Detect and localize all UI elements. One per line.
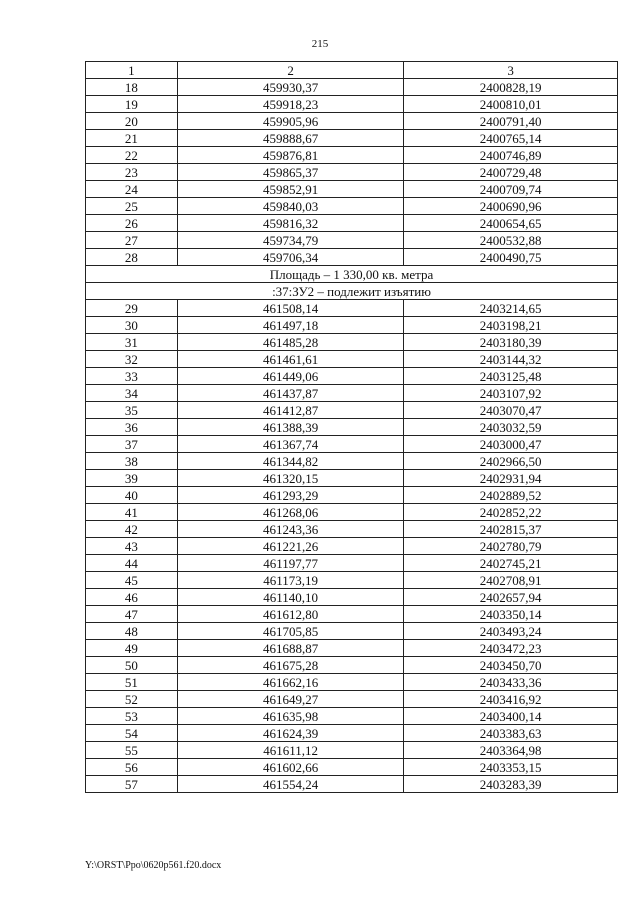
table-row (86, 351, 618, 368)
table-row (86, 113, 618, 130)
x-coordinate-cell: 461437,87 (177, 385, 404, 402)
y-coordinate-cell: 2400490,75 (404, 249, 618, 266)
x-coordinate-cell: 459706,34 (177, 249, 404, 266)
table-row (86, 215, 618, 232)
x-coordinate-cell: 461675,28 (177, 657, 404, 674)
y-coordinate-cell: 2402931,94 (404, 470, 618, 487)
x-coordinate-cell: 461508,14 (177, 300, 404, 317)
table-body (86, 79, 618, 793)
point-number-cell: 23 (86, 164, 178, 181)
x-coordinate-cell: 461268,06 (177, 504, 404, 521)
y-coordinate-cell: 2402852,22 (404, 504, 618, 521)
y-coordinate-cell: 2402889,52 (404, 487, 618, 504)
table-row (86, 130, 618, 147)
table-note: Площадь – 1 330,00 кв. метра (86, 266, 618, 283)
point-number-cell: 31 (86, 334, 178, 351)
x-coordinate-cell: 461243,36 (177, 521, 404, 538)
y-coordinate-cell: 2403107,92 (404, 385, 618, 402)
y-coordinate-cell: 2402708,91 (404, 572, 618, 589)
point-number-cell: 32 (86, 351, 178, 368)
y-coordinate-cell: 2400765,14 (404, 130, 618, 147)
x-coordinate-cell: 461344,82 (177, 453, 404, 470)
y-coordinate-cell: 2403000,47 (404, 436, 618, 453)
x-coordinate-cell: 461140,10 (177, 589, 404, 606)
point-number-cell: 49 (86, 640, 178, 657)
point-number-cell: 44 (86, 555, 178, 572)
x-coordinate-cell: 461497,18 (177, 317, 404, 334)
point-number-cell: 41 (86, 504, 178, 521)
point-number-cell: 36 (86, 419, 178, 436)
y-coordinate-cell: 2403180,39 (404, 334, 618, 351)
table-row (86, 623, 618, 640)
y-coordinate-cell: 2400532,88 (404, 232, 618, 249)
table-row (86, 249, 618, 266)
table-row (86, 334, 618, 351)
table-row (86, 606, 618, 623)
x-coordinate-cell: 461624,39 (177, 725, 404, 742)
x-coordinate-cell: 461221,26 (177, 538, 404, 555)
y-coordinate-cell: 2403283,39 (404, 776, 618, 793)
x-coordinate-cell: 459840,03 (177, 198, 404, 215)
table-header-row (86, 62, 618, 79)
table-row (86, 589, 618, 606)
table-row (86, 147, 618, 164)
table-row (86, 725, 618, 742)
point-number-cell: 28 (86, 249, 178, 266)
point-number-cell: 35 (86, 402, 178, 419)
y-coordinate-cell: 2400654,65 (404, 215, 618, 232)
point-number-cell: 54 (86, 725, 178, 742)
page-number: 215 (311, 38, 329, 50)
table-row (86, 232, 618, 249)
x-coordinate-cell: 461449,06 (177, 368, 404, 385)
column-header-3: 3 (404, 62, 618, 79)
y-coordinate-cell: 2400828,19 (404, 79, 618, 96)
x-coordinate-cell: 461173,19 (177, 572, 404, 589)
y-coordinate-cell: 2403125,48 (404, 368, 618, 385)
point-number-cell: 30 (86, 317, 178, 334)
point-number-cell: 51 (86, 674, 178, 691)
table-row (86, 657, 618, 674)
point-number-cell: 53 (86, 708, 178, 725)
point-number-cell: 48 (86, 623, 178, 640)
y-coordinate-cell: 2402966,50 (404, 453, 618, 470)
y-coordinate-cell: 2403383,63 (404, 725, 618, 742)
x-coordinate-cell: 461367,74 (177, 436, 404, 453)
table-row (86, 538, 618, 555)
point-number-cell: 55 (86, 742, 178, 759)
y-coordinate-cell: 2403353,15 (404, 759, 618, 776)
point-number-cell: 43 (86, 538, 178, 555)
y-coordinate-cell: 2402815,37 (404, 521, 618, 538)
y-coordinate-cell: 2400729,48 (404, 164, 618, 181)
x-coordinate-cell: 461635,98 (177, 708, 404, 725)
y-coordinate-cell: 2403433,36 (404, 674, 618, 691)
table-row (86, 742, 618, 759)
table-row (86, 776, 618, 793)
point-number-cell: 29 (86, 300, 178, 317)
x-coordinate-cell: 459852,91 (177, 181, 404, 198)
y-coordinate-cell: 2403070,47 (404, 402, 618, 419)
x-coordinate-cell: 461461,61 (177, 351, 404, 368)
point-number-cell: 20 (86, 113, 178, 130)
table-row (86, 385, 618, 402)
y-coordinate-cell: 2403493,24 (404, 623, 618, 640)
table-row (86, 419, 618, 436)
y-coordinate-cell: 2403364,98 (404, 742, 618, 759)
table-row (86, 436, 618, 453)
x-coordinate-cell: 461412,87 (177, 402, 404, 419)
table-row (86, 504, 618, 521)
table-row (86, 674, 618, 691)
x-coordinate-cell: 461611,12 (177, 742, 404, 759)
y-coordinate-cell: 2403416,92 (404, 691, 618, 708)
column-header-1: 1 (86, 62, 178, 79)
x-coordinate-cell: 459905,96 (177, 113, 404, 130)
point-number-cell: 34 (86, 385, 178, 402)
table-row (86, 572, 618, 589)
point-number-cell: 42 (86, 521, 178, 538)
table-row (86, 470, 618, 487)
table-row (86, 317, 618, 334)
point-number-cell: 57 (86, 776, 178, 793)
x-coordinate-cell: 459816,32 (177, 215, 404, 232)
table-row (86, 708, 618, 725)
table-row (86, 555, 618, 572)
table-row (86, 198, 618, 215)
table-note: :37:ЗУ2 – подлежит изъятию (86, 283, 618, 300)
x-coordinate-cell: 461554,24 (177, 776, 404, 793)
point-number-cell: 52 (86, 691, 178, 708)
table-row (86, 453, 618, 470)
table-row (86, 164, 618, 181)
point-number-cell: 22 (86, 147, 178, 164)
table-note-row (86, 266, 618, 283)
column-header-2: 2 (177, 62, 404, 79)
x-coordinate-cell: 461705,85 (177, 623, 404, 640)
y-coordinate-cell: 2400791,40 (404, 113, 618, 130)
table-note-row (86, 283, 618, 300)
y-coordinate-cell: 2400746,89 (404, 147, 618, 164)
y-coordinate-cell: 2400690,96 (404, 198, 618, 215)
x-coordinate-cell: 459734,79 (177, 232, 404, 249)
x-coordinate-cell: 461649,27 (177, 691, 404, 708)
x-coordinate-cell: 459888,67 (177, 130, 404, 147)
x-coordinate-cell: 461388,39 (177, 419, 404, 436)
y-coordinate-cell: 2402657,94 (404, 589, 618, 606)
x-coordinate-cell: 461612,80 (177, 606, 404, 623)
point-number-cell: 25 (86, 198, 178, 215)
y-coordinate-cell: 2403032,59 (404, 419, 618, 436)
x-coordinate-cell: 459876,81 (177, 147, 404, 164)
table-row (86, 691, 618, 708)
point-number-cell: 46 (86, 589, 178, 606)
y-coordinate-cell: 2403198,21 (404, 317, 618, 334)
table-row (86, 487, 618, 504)
x-coordinate-cell: 461602,66 (177, 759, 404, 776)
table-row (86, 640, 618, 657)
y-coordinate-cell: 2403450,70 (404, 657, 618, 674)
x-coordinate-cell: 459930,37 (177, 79, 404, 96)
point-number-cell: 47 (86, 606, 178, 623)
y-coordinate-cell: 2403400,14 (404, 708, 618, 725)
point-number-cell: 40 (86, 487, 178, 504)
table-row (86, 181, 618, 198)
coordinates-table (85, 61, 618, 793)
point-number-cell: 33 (86, 368, 178, 385)
table-row (86, 759, 618, 776)
point-number-cell: 39 (86, 470, 178, 487)
x-coordinate-cell: 461293,29 (177, 487, 404, 504)
x-coordinate-cell: 461688,87 (177, 640, 404, 657)
table-row (86, 521, 618, 538)
y-coordinate-cell: 2402745,21 (404, 555, 618, 572)
table-row (86, 79, 618, 96)
y-coordinate-cell: 2400709,74 (404, 181, 618, 198)
point-number-cell: 26 (86, 215, 178, 232)
point-number-cell: 45 (86, 572, 178, 589)
x-coordinate-cell: 459865,37 (177, 164, 404, 181)
footer-file-path: Y:\ORST\Ppo\0620p561.f20.docx (85, 860, 222, 871)
point-number-cell: 50 (86, 657, 178, 674)
y-coordinate-cell: 2400810,01 (404, 96, 618, 113)
table-row (86, 300, 618, 317)
point-number-cell: 27 (86, 232, 178, 249)
x-coordinate-cell: 461197,77 (177, 555, 404, 572)
point-number-cell: 56 (86, 759, 178, 776)
table-row (86, 96, 618, 113)
table-row (86, 368, 618, 385)
y-coordinate-cell: 2402780,79 (404, 538, 618, 555)
point-number-cell: 18 (86, 79, 178, 96)
x-coordinate-cell: 461485,28 (177, 334, 404, 351)
x-coordinate-cell: 461662,16 (177, 674, 404, 691)
y-coordinate-cell: 2403214,65 (404, 300, 618, 317)
point-number-cell: 21 (86, 130, 178, 147)
x-coordinate-cell: 461320,15 (177, 470, 404, 487)
point-number-cell: 24 (86, 181, 178, 198)
x-coordinate-cell: 459918,23 (177, 96, 404, 113)
y-coordinate-cell: 2403350,14 (404, 606, 618, 623)
y-coordinate-cell: 2403472,23 (404, 640, 618, 657)
point-number-cell: 37 (86, 436, 178, 453)
point-number-cell: 19 (86, 96, 178, 113)
point-number-cell: 38 (86, 453, 178, 470)
y-coordinate-cell: 2403144,32 (404, 351, 618, 368)
table-row (86, 402, 618, 419)
